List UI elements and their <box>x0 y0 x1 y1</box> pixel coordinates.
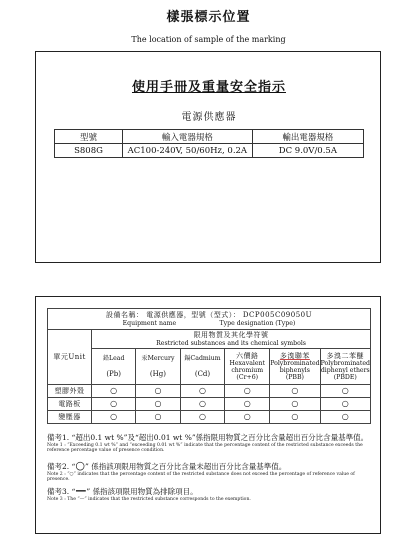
spec-row <box>55 144 364 158</box>
note-1-zh: 備考1. “超出0.1 wt %”及“超出0.01 wt %”係指限用物質之百分比含量超出百分比含量基準值。 <box>47 433 369 442</box>
mark-cell: ○ <box>225 411 270 424</box>
note-2-zh-suffix: ” 係指該項限用物質之百分比含量未超出百分比含量基準值。 <box>84 462 287 471</box>
note-1 <box>47 434 371 453</box>
header-input: 輸入電器規格 <box>122 130 252 144</box>
cell-input: AC100-240V, 50/60Hz, 0.2A <box>122 144 252 158</box>
spec-table <box>54 129 364 158</box>
substance-lead: 鉛Lead (Pb) <box>92 349 136 385</box>
rohs-declaration-box <box>35 296 381 534</box>
substance-pbde: 多溴二苯醚 Polybrominated diphenyl ethers (PBDE) <box>320 349 370 385</box>
manual-title: 使用手冊及重量安全指示 <box>131 80 286 95</box>
mark-cell: ○ <box>180 411 225 424</box>
mark-cell: ○ <box>225 398 270 411</box>
spec-header-row <box>55 130 364 144</box>
mark-cell: ○ <box>92 398 136 411</box>
type-designation-en: Type designation (Type) <box>219 319 296 327</box>
table-row <box>48 385 371 398</box>
unit-label: 單元Unit <box>48 330 92 385</box>
row-unit-transformer: 變壓器 <box>48 411 92 424</box>
substance-hexavalent-chromium: 六價鉻 Hexavalent chromium (Cr+6) <box>225 349 270 385</box>
mark-cell: ○ <box>320 411 370 424</box>
substance-mercury: 汞Mercury (Hg) <box>136 349 181 385</box>
mark-cell: ○ <box>270 411 320 424</box>
equipment-line: 設備名稱： 電源供應器，型號（型式）： DCP005C09050U <box>105 311 312 320</box>
equipment-cell <box>48 309 371 330</box>
page-title: 樣張標示位置 <box>166 10 251 25</box>
mark-cell: ○ <box>180 398 225 411</box>
note-3-en: Note 3 : The “—” indicates that the restricted substance corresponds to the exemption. <box>47 497 251 503</box>
restricted-en: Restricted substances and its chemical symbols <box>156 339 306 347</box>
note-3 <box>47 485 371 502</box>
header-model: 型號 <box>55 130 123 144</box>
product-name: 電源供應器 <box>181 112 237 123</box>
substance-cadmium: 鎘Cadmium (Cd) <box>180 349 225 385</box>
note-2-en: Note 2 : “○” indicates that the percentage content of the restricted substance does not exceed the percentage of reference value of presence. <box>47 472 355 483</box>
manual-label-box <box>35 51 381 263</box>
note-1-en: Note 1 : “Exceeding 0.1 wt %” and “exceeding 0.01 wt %” indicate that the percentage content of the restricted substance exceeds the reference percentage value of presence condition. <box>47 442 363 453</box>
row-unit-circuit-board: 電路板 <box>48 398 92 411</box>
note-2 <box>47 460 371 482</box>
mark-cell: ○ <box>180 385 225 398</box>
mark-cell: ○ <box>92 411 136 424</box>
cell-model: S808G <box>55 144 123 158</box>
table-row <box>48 398 371 411</box>
equipment-name-en: Equipment name <box>122 319 177 327</box>
equipment-row <box>48 309 371 330</box>
mark-cell: ○ <box>225 385 270 398</box>
note-2-mark: ○ <box>75 459 85 472</box>
mark-cell: ○ <box>136 398 181 411</box>
rohs-table <box>47 308 371 424</box>
mark-cell: ○ <box>320 398 370 411</box>
restricted-header-row <box>48 330 371 349</box>
cell-output: DC 9.0V/0.5A <box>252 144 363 158</box>
note-3-zh-suffix: ” 係指該項限用物質為排除項目。 <box>86 487 198 496</box>
restricted-zh: 限用物質及其化學符號 <box>193 331 269 340</box>
note-3-zh-prefix: 備考3. “ <box>47 487 76 496</box>
mark-cell: ○ <box>270 385 320 398</box>
note-2-zh-prefix: 備考2. “ <box>47 462 76 471</box>
note-3-mark: — <box>75 484 87 497</box>
substance-header-row <box>48 349 371 385</box>
header-output: 輸出電器規格 <box>252 130 363 144</box>
mark-cell: ○ <box>136 411 181 424</box>
table-row <box>48 411 371 424</box>
mark-cell: ○ <box>92 385 136 398</box>
row-unit-plastic-case: 塑膠外殼 <box>48 385 92 398</box>
substance-pbb: 多溴聯苯 Polybrominated biphenyls (PBB) <box>270 349 320 385</box>
mark-cell: ○ <box>136 385 181 398</box>
mark-cell: ○ <box>320 385 370 398</box>
page-subtitle: The location of sample of the marking <box>131 35 286 44</box>
restricted-header <box>92 330 371 349</box>
mark-cell: ○ <box>270 398 320 411</box>
